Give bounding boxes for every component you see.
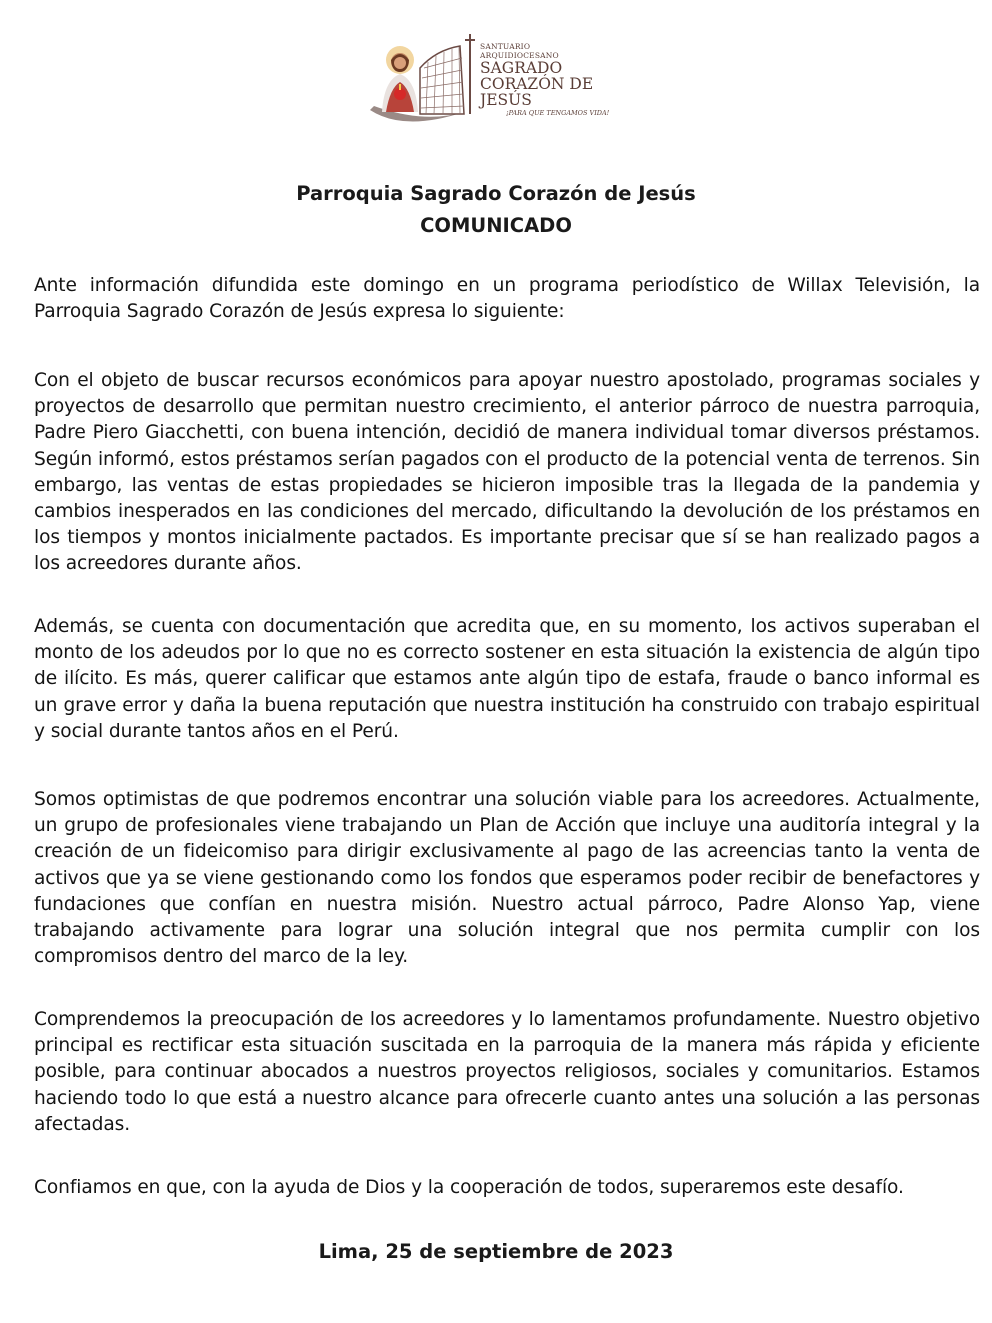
- paragraph-loans: Con el objeto de buscar recursos económicos para apoyar nuestro apostolado, programas sociales y proyectos de desarrollo que permitan nuestro crecimiento, el anterior párroco de nuestra parroquia, Padre Piero Giacchetti, con buena intención, decidió de manera individual tomar diversos préstamos. Según informó, estos préstamos serían pagados con el producto de la potencial venta de terrenos. Sin embargo, las ventas de estas propiedades se hicieron imposible tras la llegada de la pandemia y cambios inesperados en las condiciones del mercado, dificultando la devolución de los préstamos en los tiempos y montos inicialmente pactados. Es importante precisar que sí se han realizado pagos a los acreedores durante años.: [34, 370, 980, 575]
- paragraph-action-plan: Somos optimistas de que podremos encontrar una solución viable para los acreedores. Actualmente, un grupo de profesionales viene trabajando un Plan de Acción que incluye una auditoría integral y la creación de un fideicomiso para dirigir exclusivamente al pago de las acreencias tanto la venta de activos que ya se viene gestionando como los fondos que esperamos poder recibir de benefactores y fundaciones que confían en nuestra misión. Nuestro actual párroco, Padre Alonso Yap, viene trabajando activamente para lograr una solución integral que nos permita cumplir con los compromisos dentro del marco de la ley.: [34, 789, 980, 968]
- date-line: Lima, 25 de septiembre de 2023: [318, 1240, 674, 1263]
- document-title: Parroquia Sagrado Corazón de Jesús: [296, 182, 696, 205]
- paragraph-concern: Comprendemos la preocupación de los acreedores y lo lamentamos profundamente. Nuestro objetivo principal es rectificar esta situación suscitada en la parroquia de la manera más rápida y eficiente posible, para continuar abocados a nuestros proyectos religiosos, sociales y comunitarios. Estamos haciendo todo lo que está a nuestro alcance para ofrecerle cuanto antes una solución a las personas afectadas.: [34, 1009, 980, 1135]
- logo-line-sagrado: SAGRADO: [480, 59, 563, 77]
- sanctuary-emblem-icon: [364, 28, 484, 128]
- logo-line-arquidiocesano: ARQUIDIOCESANO: [480, 51, 559, 60]
- paragraph-closing: Confiamos en que, con la ayuda de Dios y la cooperación de todos, superaremos este desafío.: [34, 1177, 904, 1198]
- paragraph-intro: Ante información difundida este domingo en un programa periodístico de Willax Televisión, la Parroquia Sagrado Corazón de Jesús expresa lo siguiente:: [34, 275, 980, 323]
- logo-motto: ¡PARA QUE TENGAMOS VIDA!: [506, 109, 610, 117]
- logo-wordmark: [480, 42, 644, 117]
- document-subtitle: COMUNICADO: [420, 214, 572, 237]
- paragraph-assets: Además, se cuenta con documentación que acredita que, en su momento, los activos superaban el monto de los adeudos por lo que no es correcto sostener en esta situación la existencia de algún tipo de ilícito. Es más, querer calificar que estamos ante algún tipo de estafa, fraude o banco informal es un grave error y daña la buena reputación que nuestra institución ha construido con trabajo espiritual y social durante tantos años en el Perú.: [34, 616, 980, 742]
- logo-line-santuario: SANTUARIO: [480, 42, 531, 51]
- logo-line-corazon: CORAZÓN DE JESÚS: [480, 75, 594, 109]
- parish-logo: [364, 28, 644, 128]
